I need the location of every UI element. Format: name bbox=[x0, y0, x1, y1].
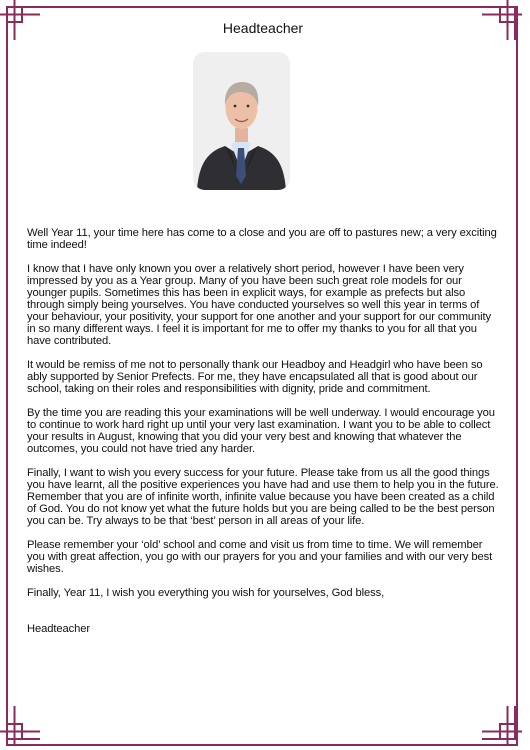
paragraph-future: Finally, I want to wish you every success for your future. Please take from us all the good things you have learnt, all the positive experiences you have had and use them to help you in the future. Remember that you are of infinite worth, infinite value because you have been created as a child of God. You do not know yet what the future holds but you are being called to be the best person you can be. Try always to be that ‘best’ person in all areas of your life. bbox=[27, 467, 499, 527]
paragraph-intro: Well Year 11, your time here has come to a close and you are off to pastures new; a very exciting time indeed! bbox=[27, 227, 497, 251]
paragraph-closing: Finally, Year 11, I wish you everything you wish for yourselves, God bless, bbox=[27, 587, 385, 599]
corner-ornament-bottom-right bbox=[482, 706, 522, 746]
paragraph-impressed: I know that I have only known you over a relatively short period, however I have been very impressed by you as a Year group. Many of you have been such great role models for our younger pupils. Sometimes this has been in explicit ways, for example as prefects but also through simply being yourselves. You have conducted yourselves so well this year in terms of your behaviour, your positivity, your support for one another and your support for our community in so many different ways. I feel it is important for me to offer my thanks to you for all that you have contributed. bbox=[27, 263, 492, 347]
signature: Headteacher bbox=[27, 623, 90, 635]
headteacher-photo bbox=[193, 52, 290, 190]
paragraph-examinations: By the time you are reading this your examinations will be well underway. I would encourage you to continue to work hard right up until your very last examination. I want you to be able to collect your results in August, knowing that you did your very best and knowing that whatever the outcomes, you could not have tried any harder. bbox=[27, 407, 495, 455]
corner-ornament-bottom-left bbox=[0, 706, 40, 746]
paragraph-remember-school: Please remember your ‘old’ school and come and visit us from time to time. We will remember you with great affection, you go with our prayers for you and your families and with our very best wishes. bbox=[27, 539, 493, 575]
paragraph-thanks-prefects: It would be remiss of me not to personally thank our Headboy and Headgirl who have been so ably supported by Senior Prefects. For me, they have encapsulated all that is good about our school, taking on their roles and responsibilities with dignity, pride and commitment. bbox=[27, 359, 483, 395]
page-title: Headteacher bbox=[222, 20, 304, 36]
letter-body bbox=[27, 227, 501, 647]
